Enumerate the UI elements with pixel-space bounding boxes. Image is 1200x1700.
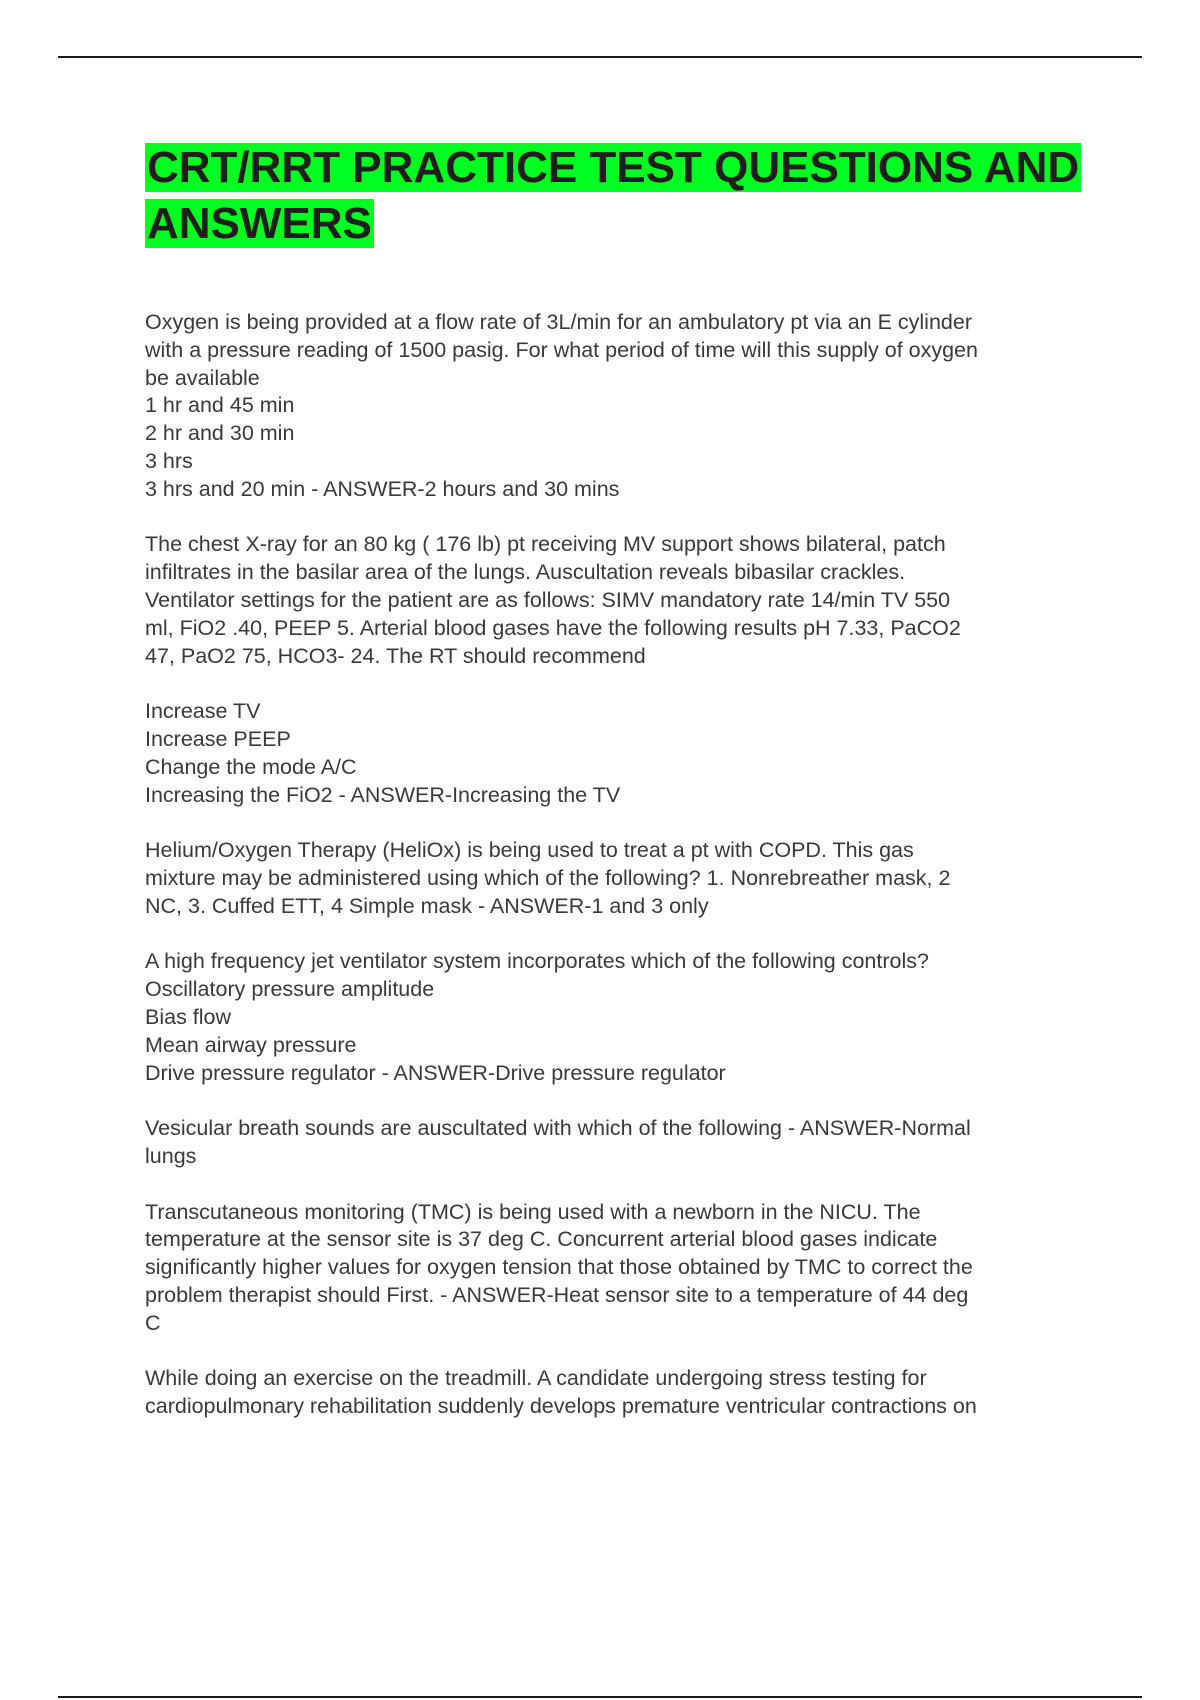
text-line: significantly higher values for oxygen tension that those obtained by TMC to correct the	[145, 1255, 973, 1280]
question-paragraph	[145, 948, 1085, 1087]
text-line: Vesicular breath sounds are auscultated with which of the following - ANSWER-Normal	[145, 1116, 971, 1141]
question-paragraph	[145, 1115, 1085, 1171]
document-body	[145, 309, 1085, 1421]
question-paragraph	[145, 1199, 1085, 1338]
text-line: 3 hrs	[145, 448, 193, 473]
text-line: The chest X-ray for an 80 kg ( 176 lb) pt receiving MV support shows bilateral, patch	[145, 532, 946, 557]
text-line: Drive pressure regulator - ANSWER-Drive pressure regulator	[145, 1060, 726, 1085]
text-line: 3 hrs and 20 min - ANSWER-2 hours and 30 mins	[145, 476, 620, 501]
header-rule	[58, 56, 1142, 58]
question-paragraph	[145, 837, 1085, 920]
text-line: cardiopulmonary rehabilitation suddenly develops premature ventricular contractions on	[145, 1394, 977, 1419]
text-line: temperature at the sensor site is 37 deg C. Concurrent arterial blood gases indicate	[145, 1227, 938, 1252]
text-line: Increase TV	[145, 699, 261, 724]
text-line: Oxygen is being provided at a flow rate of 3L/min for an ambulatory pt via an E cylinder	[145, 310, 972, 334]
question-paragraph	[145, 531, 1085, 670]
text-line: 1 hr and 45 min	[145, 393, 295, 418]
text-line: Helium/Oxygen Therapy (HeliOx) is being used to treat a pt with COPD. This gas	[145, 838, 914, 863]
text-line: lungs	[145, 1143, 197, 1168]
text-line: with a pressure reading of 1500 pasig. For what period of time will this supply of oxygen	[145, 337, 978, 362]
text-line: ml, FiO2 .40, PEEP 5. Arterial blood gases have the following results pH 7.33, PaCO2	[145, 615, 961, 640]
text-line: mixture may be administered using which of the following? 1. Nonrebreather mask, 2	[145, 865, 951, 890]
text-line: Transcutaneous monitoring (TMC) is being used with a newborn in the NICU. The	[145, 1199, 921, 1224]
text-line: 47, PaO2 75, HCO3- 24. The RT should recommend	[145, 643, 646, 668]
question-paragraph	[145, 309, 1085, 504]
text-line: 2 hr and 30 min	[145, 421, 295, 446]
text-line: Increase PEEP	[145, 726, 291, 751]
text-line: Increasing the FiO2 - ANSWER-Increasing the TV	[145, 782, 621, 807]
text-line: problem therapist should First. - ANSWER-Heat sensor site to a temperature of 44 deg	[145, 1282, 969, 1307]
document-page	[145, 140, 1085, 1449]
text-line: Oscillatory pressure amplitude	[145, 977, 435, 1002]
text-line: While doing an exercise on the treadmill. A candidate undergoing stress testing for	[145, 1366, 927, 1391]
title-highlight: CRT/RRT PRACTICE TEST QUESTIONS AND ANSWERS	[147, 143, 1080, 248]
question-paragraph	[145, 1365, 1085, 1421]
text-line: be available	[145, 365, 260, 390]
text-line: Change the mode A/C	[145, 754, 357, 779]
text-line: Bias flow	[145, 1004, 232, 1029]
text-line: Ventilator settings for the patient are as follows: SIMV mandatory rate 14/min TV 550	[145, 587, 951, 612]
text-line: Mean airway pressure	[145, 1032, 357, 1057]
text-line: A high frequency jet ventilator system incorporates which of the following controls?	[145, 949, 929, 974]
document-title	[145, 140, 1085, 252]
footer-rule	[58, 1696, 1142, 1698]
text-line: NC, 3. Cuffed ETT, 4 Simple mask - ANSWER-1 and 3 only	[145, 893, 709, 918]
text-line: infiltrates in the basilar area of the lungs. Auscultation reveals bibasilar crackles.	[145, 560, 906, 585]
question-paragraph	[145, 698, 1085, 809]
text-line: C	[145, 1310, 161, 1335]
